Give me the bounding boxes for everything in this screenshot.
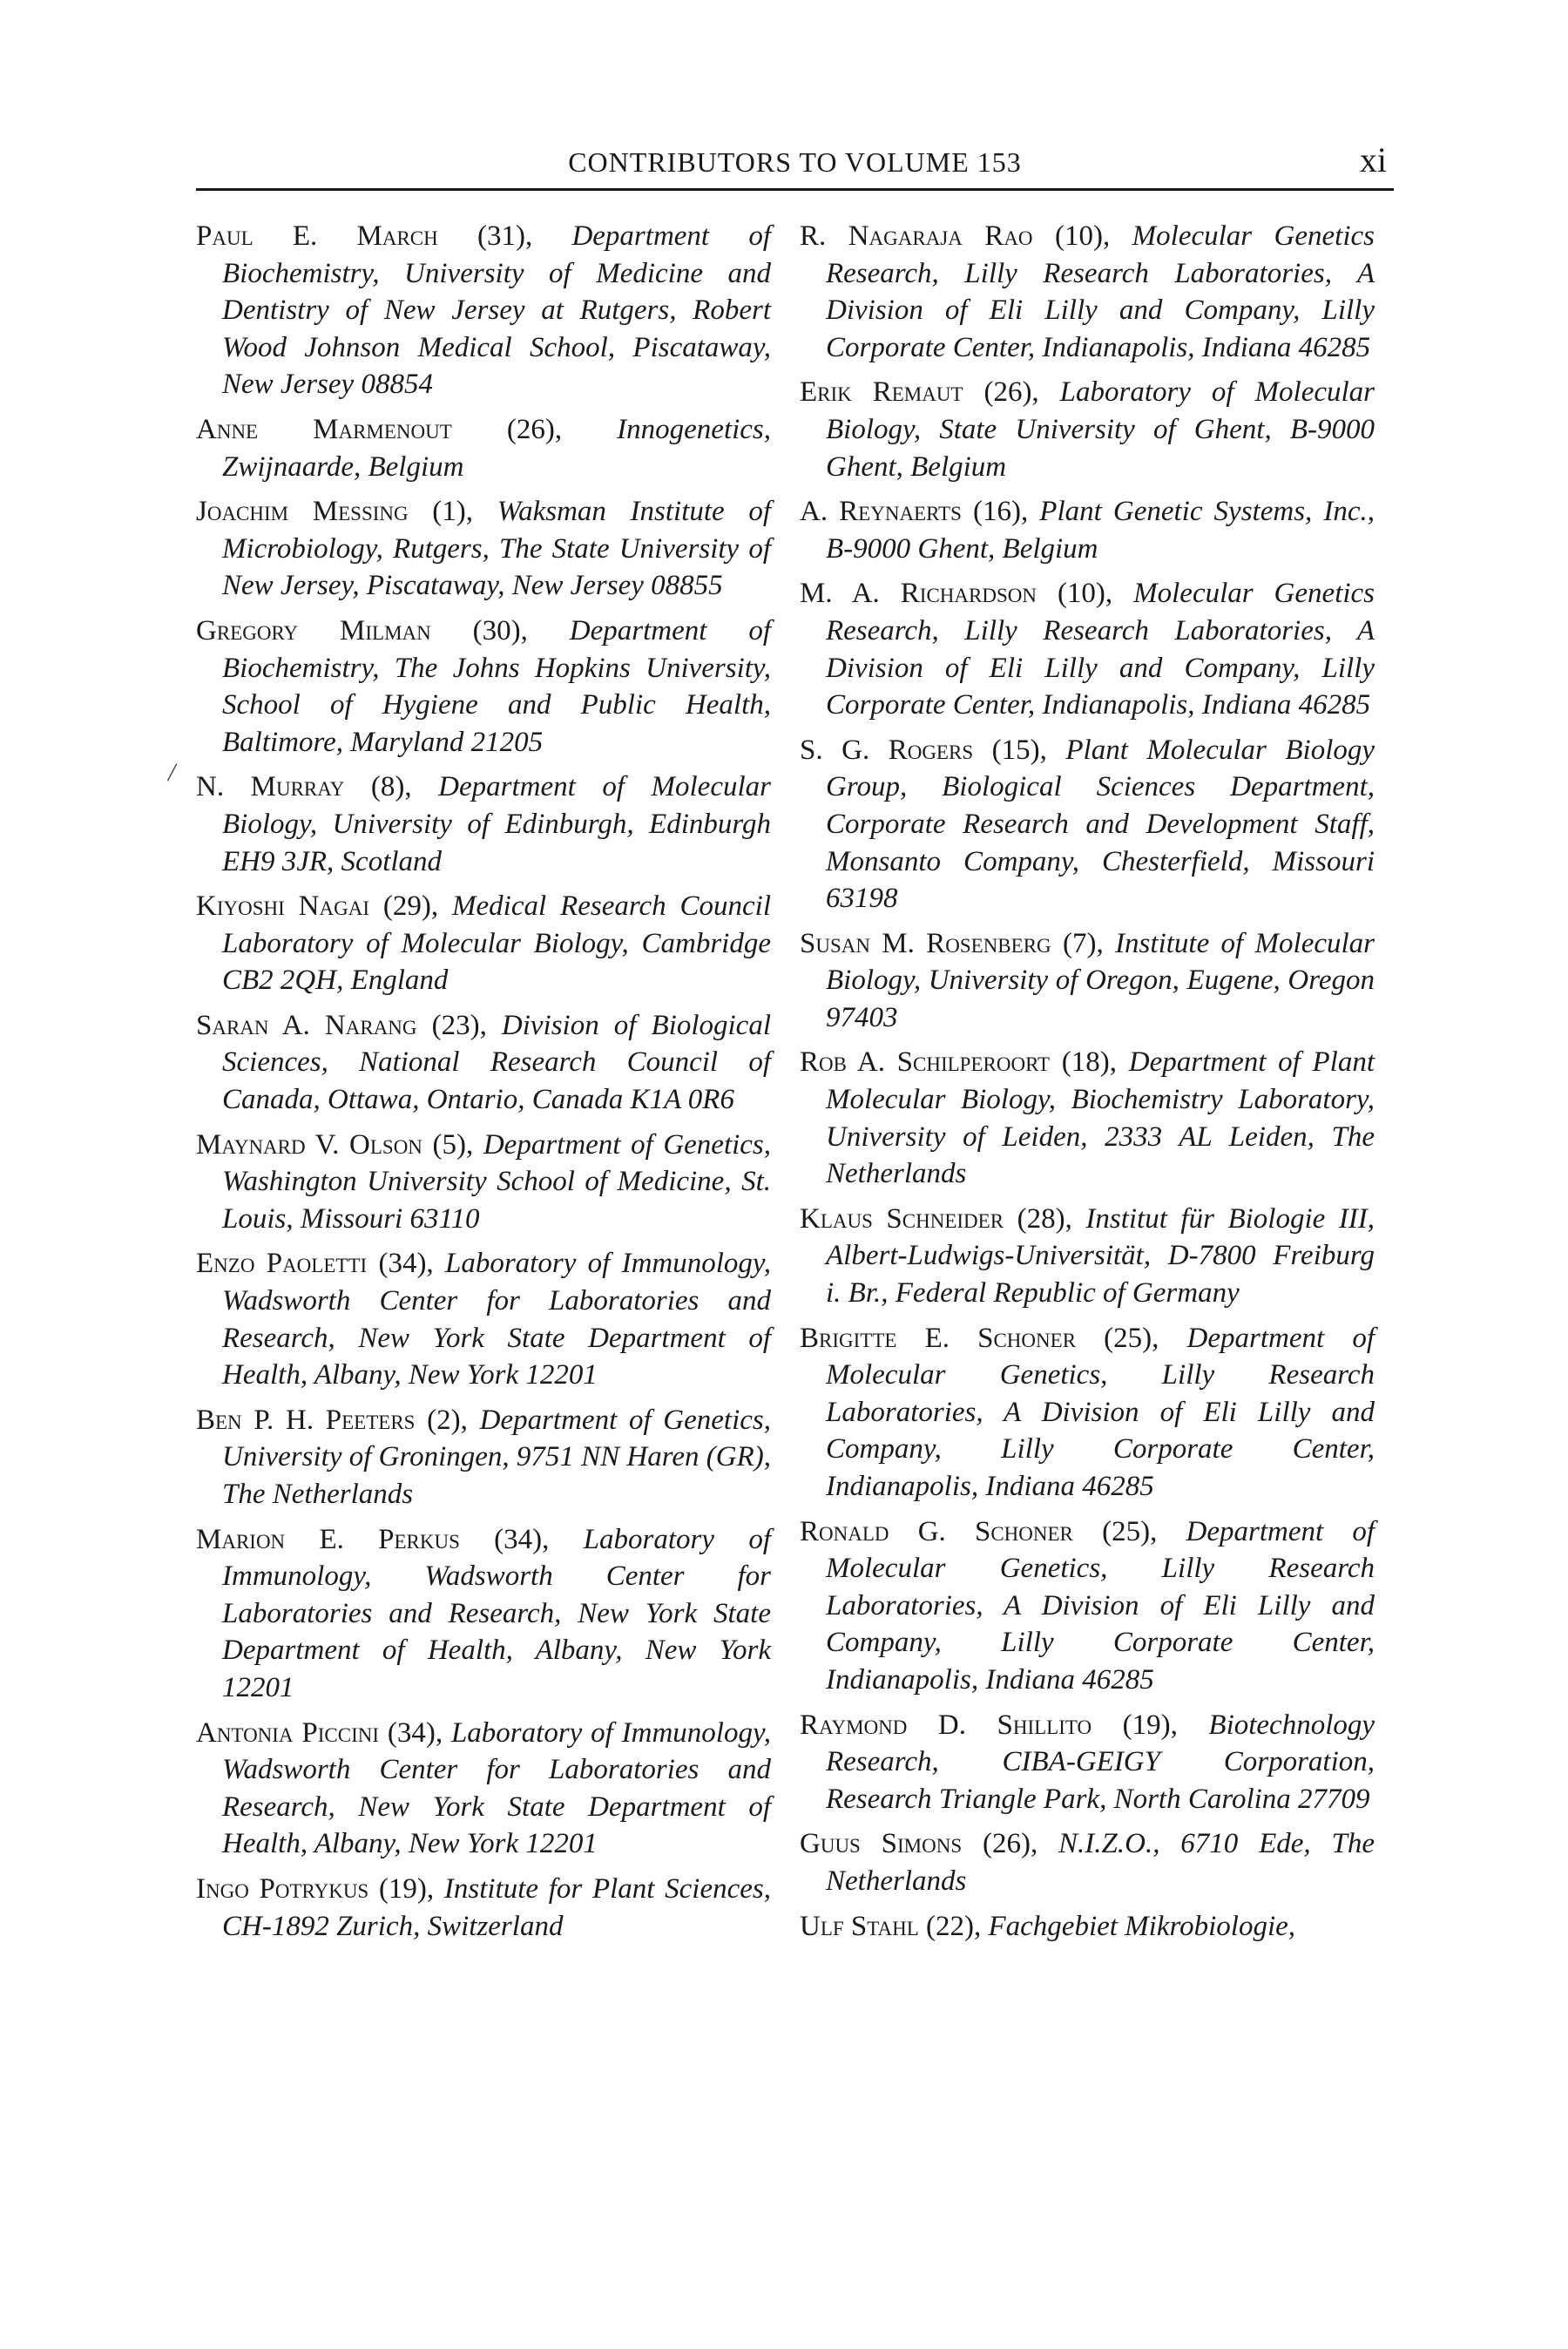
contributor-affiliation: Department of Biochemistry, The Johns Hopkins University, School of Hygiene and Public Health, Baltimore, Maryland 21205 bbox=[222, 614, 771, 758]
contributor-entry bbox=[196, 1715, 771, 1863]
contributor-affiliation: Institute for Plant Sciences, CH-1892 Zurich, Switzerland bbox=[222, 1872, 771, 1942]
contributor-chapters: (23), bbox=[431, 1009, 487, 1041]
contributor-entry bbox=[196, 768, 771, 880]
contributor-affiliation: Institut für Biologie III, Albert-Ludwigs-Universität, D-7800 Freiburg i. Br., Federal Republic of Germany bbox=[826, 1202, 1375, 1310]
contributor-affiliation: Plant Molecular Biology Group, Biological Sciences Department, Corporate Research and Development Staff, Monsanto Company, Chesterfield, Missouri 63198 bbox=[826, 734, 1375, 915]
contributor-name: Rob A. Schilperoort bbox=[800, 1046, 1051, 1079]
contributor-chapters: (34), bbox=[494, 1523, 550, 1555]
contributor-entry bbox=[196, 1127, 771, 1238]
contributor-chapters: (1), bbox=[432, 496, 473, 528]
contributor-name: Saran A. Narang bbox=[196, 1009, 417, 1041]
running-header bbox=[196, 139, 1394, 191]
contributor-chapters: (5), bbox=[432, 1128, 474, 1161]
contributor-chapters: (8), bbox=[370, 771, 412, 803]
contributor-entry bbox=[800, 1320, 1375, 1506]
contributor-name: A. Reynaerts bbox=[800, 496, 962, 528]
contributor-affiliation: Laboratory of Immunology, Wadsworth Center for Laboratories and Research, New York State Department of Health, Albany, New York 12201 bbox=[222, 1248, 771, 1391]
contributor-chapters: (26), bbox=[982, 1828, 1038, 1860]
contributor-entry bbox=[800, 1825, 1375, 1899]
contributor-affiliation: Biotechnology Research, CIBA-GEIGY Corporation, Research Triangle Park, North Carolina 27709 bbox=[826, 1709, 1375, 1815]
contributor-entry bbox=[196, 1871, 771, 1945]
contributor-chapters: (34), bbox=[387, 1716, 443, 1749]
contributor-name: Paul E. March bbox=[196, 220, 438, 252]
contributor-name: Ben P. H. Peeters bbox=[196, 1404, 416, 1436]
contributor-name: Ulf Stahl bbox=[800, 1910, 919, 1942]
contributor-affiliation: Laboratory of Immunology, Wadsworth Center for Laboratories and Research, New York State Department of Health, Albany, New York 12201 bbox=[222, 1716, 772, 1860]
contributor-affiliation: Molecular Genetics Research, Lilly Research Laboratories, A Division of Eli Lilly and Company, Lilly Corporate Center, Indianapolis, Indiana 46285 bbox=[826, 220, 1375, 363]
contributor-chapters: (22), bbox=[926, 1910, 982, 1942]
contributor-chapters: (34), bbox=[378, 1248, 434, 1280]
contributor-chapters: (26), bbox=[506, 413, 563, 445]
contributor-affiliation: Molecular Genetics Research, Lilly Research Laboratories, A Division of Eli Lilly and Company, Lilly Corporate Center, Indianapolis, Indiana 46285 bbox=[826, 578, 1375, 721]
contributor-entry bbox=[196, 1402, 771, 1513]
contributor-entry bbox=[196, 1521, 771, 1707]
contributor-affiliation: Department of Genetics, Washington University School of Medicine, St. Louis, Missouri 63110 bbox=[222, 1128, 772, 1235]
contributor-affiliation: Waksman Institute of Microbiology, Rutgers, The State University of New Jersey, Piscataway, New Jersey 08855 bbox=[222, 496, 772, 602]
contributor-name: M. A. Richardson bbox=[800, 578, 1037, 610]
contributor-name: Ronald G. Schoner bbox=[800, 1515, 1073, 1547]
contributor-name: Kiyoshi Nagai bbox=[196, 890, 369, 923]
contributor-affiliation: Laboratory of Molecular Biology, State University of Ghent, B-9000 Ghent, Belgium bbox=[826, 376, 1375, 483]
contributor-affiliation: Institute of Molecular Biology, University of Oregon, Eugene, Oregon 97403 bbox=[826, 927, 1375, 1033]
contributor-name: Guus Simons bbox=[800, 1828, 963, 1860]
right-column bbox=[800, 218, 1375, 1953]
contributor-entry bbox=[196, 888, 771, 999]
contributor-chapters: (15), bbox=[991, 734, 1047, 766]
contributor-chapters: (30), bbox=[472, 614, 528, 646]
left-column bbox=[196, 218, 771, 1953]
contributor-chapters: (2), bbox=[427, 1404, 468, 1436]
contributor-name: Ingo Potrykus bbox=[196, 1872, 369, 1905]
contributor-entry bbox=[196, 613, 771, 761]
contributor-chapters: (16), bbox=[972, 496, 1029, 528]
contributor-affiliation: Department of Plant Molecular Biology, Biochemistry Laboratory, University of Leiden, 2333 AL Leiden, The Netherlands bbox=[826, 1046, 1375, 1190]
contributor-name: Gregory Milman bbox=[196, 614, 431, 646]
contributor-chapters: (25), bbox=[1102, 1515, 1158, 1547]
contributor-chapters: (19), bbox=[1122, 1709, 1178, 1741]
contributor-affiliation: Department of Genetics, University of Groningen, 9751 NN Haren (GR), The Netherlands bbox=[222, 1404, 772, 1510]
contributor-entry bbox=[196, 1245, 771, 1393]
contributor-entry bbox=[800, 374, 1375, 485]
contributor-entry bbox=[800, 218, 1375, 366]
contributor-entry bbox=[196, 493, 771, 605]
contributor-entry bbox=[800, 1201, 1375, 1312]
contributor-chapters: (28), bbox=[1017, 1202, 1072, 1235]
contributor-entry bbox=[196, 1007, 771, 1119]
contributor-entry bbox=[800, 1513, 1375, 1699]
contributor-name: Raymond D. Shillito bbox=[800, 1709, 1092, 1741]
contributor-name: R. Nagaraja Rao bbox=[800, 220, 1033, 252]
contributor-affiliation: Fachgebiet Mikrobiologie, bbox=[988, 1910, 1296, 1942]
contributor-affiliation: Department of Molecular Biology, University of Edinburgh, Edinburgh EH9 3JR, Scotland bbox=[222, 771, 771, 877]
contributor-chapters: (25), bbox=[1104, 1322, 1159, 1354]
contributor-name: Joachim Messing bbox=[196, 496, 409, 528]
contributor-chapters: (29), bbox=[382, 890, 439, 923]
contributor-name: N. Murray bbox=[196, 771, 345, 803]
contributor-entry bbox=[800, 732, 1375, 917]
contributor-name: Marion E. Perkus bbox=[196, 1523, 460, 1555]
contributor-entry bbox=[800, 1908, 1375, 1946]
contributor-affiliation: Plant Genetic Systems, Inc., B-9000 Ghent, Belgium bbox=[826, 496, 1375, 565]
contributor-affiliation: Laboratory of Immunology, Wadsworth Center for Laboratories and Research, New York State Department of Health, Albany, New York 12201 bbox=[222, 1523, 771, 1703]
running-title: CONTRIBUTORS TO VOLUME 153 bbox=[568, 146, 1022, 178]
contributor-name: Maynard V. Olson bbox=[196, 1128, 422, 1161]
contributor-affiliation: Division of Biological Sciences, National Research Council of Canada, Ottawa, Ontario, Canada K1A 0R6 bbox=[222, 1009, 771, 1116]
contributor-chapters: (26), bbox=[983, 376, 1039, 409]
stray-mark: / bbox=[168, 758, 176, 787]
contributor-entry bbox=[800, 575, 1375, 723]
page-number: xi bbox=[1359, 140, 1387, 179]
contributor-name: Erik Remaut bbox=[800, 376, 963, 409]
contributor-name: S. G. Rogers bbox=[800, 734, 974, 766]
contributor-chapters: (18), bbox=[1061, 1046, 1118, 1079]
contributor-affiliation: Department of Biochemistry, University of Medicine and Dentistry of New Jersey at Rutgers, Robert Wood Johnson Medical School, Piscataway, New Jersey 08854 bbox=[222, 220, 771, 401]
contributor-name: Enzo Paoletti bbox=[196, 1248, 368, 1280]
contributor-name: Antonia Piccini bbox=[196, 1716, 380, 1749]
contributor-affiliation: Innogenetics, Zwijnaarde, Belgium bbox=[222, 413, 772, 483]
contributor-entry bbox=[196, 218, 771, 403]
contributor-affiliation: Department of Molecular Genetics, Lilly Research Laboratories, A Division of Eli Lilly and Company, Lilly Corporate Center, Indianapolis, Indiana 46285 bbox=[826, 1322, 1375, 1502]
contributor-entry bbox=[196, 411, 771, 485]
contributor-entry bbox=[800, 493, 1375, 567]
contributor-chapters: (19), bbox=[378, 1872, 435, 1905]
contributor-affiliation: N.I.Z.O., 6710 Ede, The Netherlands bbox=[826, 1828, 1375, 1897]
contributor-affiliation: Department of Molecular Genetics, Lilly Research Laboratories, A Division of Eli Lilly and Company, Lilly Corporate Center, Indianapolis, Indiana 46285 bbox=[826, 1515, 1375, 1696]
contributor-chapters: (7), bbox=[1062, 927, 1104, 959]
contributor-chapters: (10), bbox=[1054, 220, 1111, 252]
contributor-entry bbox=[800, 1044, 1375, 1192]
contributor-chapters: (10), bbox=[1057, 578, 1113, 610]
contributor-name: Klaus Schneider bbox=[800, 1202, 1004, 1235]
contributor-name: Susan M. Rosenberg bbox=[800, 927, 1051, 959]
contributor-name: Brigitte E. Schoner bbox=[800, 1322, 1077, 1354]
contributor-entry bbox=[800, 1707, 1375, 1818]
contributor-chapters: (31), bbox=[476, 220, 533, 252]
contributor-entry bbox=[800, 925, 1375, 1037]
contributor-affiliation: Medical Research Council Laboratory of Molecular Biology, Cambridge CB2 2QH, England bbox=[222, 890, 772, 997]
contributor-name: Anne Marmenout bbox=[196, 413, 452, 445]
